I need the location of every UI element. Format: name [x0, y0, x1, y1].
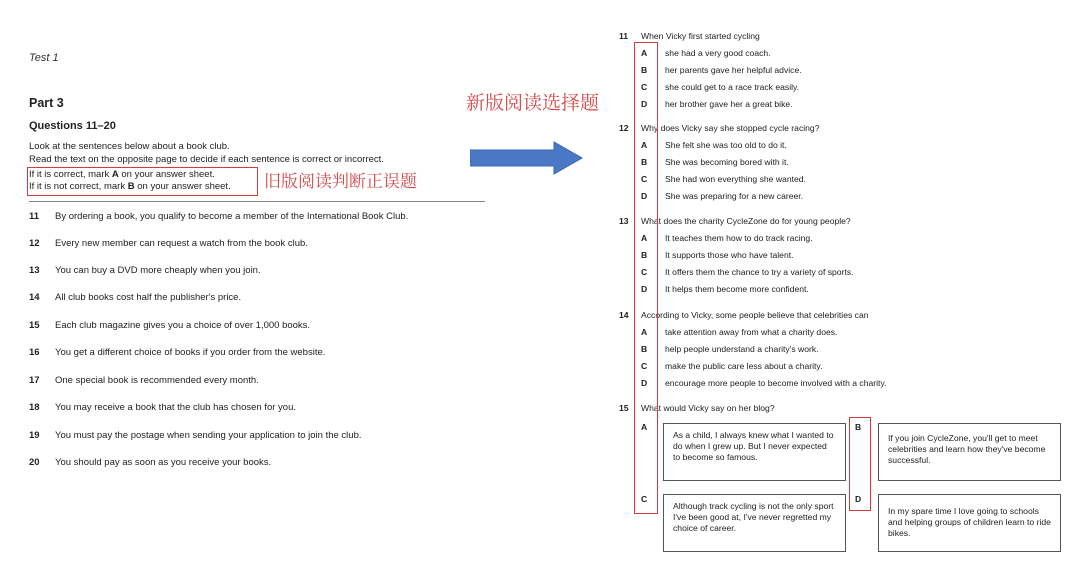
- instruction-line: Read the text on the opposite page to decide if each sentence is correct or incorrect.: [29, 154, 384, 165]
- questions-title: Questions 11–20: [29, 120, 116, 132]
- option-text: her parents gave her helpful advice.: [665, 65, 802, 75]
- question-stem: What would Vicky say on her blog?: [641, 403, 775, 413]
- answer-card-a: As a child, I always knew what I wanted to do when I grew up. But I never expected to become so famous.: [663, 423, 846, 481]
- incorrect-rule: If it is not correct, mark B on your answer sheet.: [29, 181, 231, 192]
- option-text: It supports those who have talent.: [665, 250, 794, 260]
- list-item: 17 One special book is recommended every month.: [29, 375, 259, 386]
- question-stem: What does the charity CycleZone do for young people?: [641, 216, 851, 226]
- new-format-label: 新版阅读选择题: [466, 92, 600, 114]
- question-number: 13: [619, 216, 629, 226]
- option-letter: D: [641, 284, 648, 294]
- option-letter: C: [641, 267, 648, 277]
- option-text: She was becoming bored with it.: [665, 157, 789, 167]
- list-item: 16 You get a different choice of books if you order from the website.: [29, 347, 326, 358]
- correct-rule: If it is correct, mark A on your answer sheet.: [29, 169, 215, 180]
- option-letter: A: [641, 327, 648, 337]
- option-letter: C: [641, 174, 648, 184]
- answer-card-d: In my spare time I love going to schools and helping groups of children learn to ride bikes.: [878, 494, 1061, 552]
- option-letter: D: [855, 494, 862, 504]
- instruction-line: Look at the sentences below about a book club.: [29, 141, 230, 152]
- option-letter: D: [641, 191, 648, 201]
- option-letter: A: [641, 140, 648, 150]
- option-text: she could get to a race track easily.: [665, 82, 800, 92]
- list-item: 20 You should pay as soon as you receive your books.: [29, 457, 272, 468]
- option-letter: B: [641, 65, 648, 75]
- answer-card-c: Although track cycling is not the only sport I've been good at, I've never regretted my choice of career.: [663, 494, 846, 552]
- list-item: 19 You must pay the postage when sending your application to join the club.: [29, 430, 362, 441]
- option-letter: C: [641, 82, 648, 92]
- option-text: her brother gave her a great bike.: [665, 99, 793, 109]
- option-letter: C: [641, 361, 648, 371]
- option-text: She had won everything she wanted.: [665, 174, 806, 184]
- option-letter: A: [641, 233, 648, 243]
- new-format-highlight-box-cards: [849, 417, 871, 511]
- option-letter: B: [855, 422, 862, 432]
- option-letter: A: [641, 48, 648, 58]
- divider: [29, 201, 485, 202]
- old-format-label: 旧版阅读判断正误题: [264, 172, 417, 192]
- question-stem: When Vicky first started cycling: [641, 31, 760, 41]
- option-letter: C: [641, 494, 648, 504]
- option-text: take attention away from what a charity does.: [665, 327, 838, 337]
- option-letter: B: [641, 250, 648, 260]
- new-format-highlight-box: [634, 42, 658, 514]
- list-item: 13 You can buy a DVD more cheaply when you join.: [29, 265, 261, 276]
- question-stem: Why does Vicky say she stopped cycle racing?: [641, 123, 820, 133]
- option-text: encourage more people to become involved with a charity.: [665, 378, 887, 388]
- option-text: It helps them become more confident.: [665, 284, 809, 294]
- question-number: 12: [619, 123, 629, 133]
- answer-card-b: If you join CycleZone, you'll get to meet celebrities and learn how they've become successful.: [878, 423, 1061, 481]
- list-item: 12 Every new member can request a watch from the book club.: [29, 238, 308, 249]
- option-text: It offers them the chance to try a variety of sports.: [665, 267, 854, 277]
- option-letter: D: [641, 99, 648, 109]
- option-text: she had a very good coach.: [665, 48, 771, 58]
- option-letter: A: [641, 422, 648, 432]
- option-text: She was preparing for a new career.: [665, 191, 804, 201]
- list-item: 11 By ordering a book, you qualify to become a member of the International Book Club.: [29, 211, 409, 222]
- arrow-right-icon: [470, 140, 590, 176]
- list-item: 18 You may receive a book that the club has chosen for you.: [29, 402, 296, 413]
- option-text: make the public care less about a charity.: [665, 361, 823, 371]
- question-stem: According to Vicky, some people believe that celebrities can: [641, 310, 869, 320]
- list-item: 14 All club books cost half the publisher's price.: [29, 292, 242, 303]
- list-item: 15 Each club magazine gives you a choice of over 1,000 books.: [29, 320, 311, 331]
- option-text: It teaches them how to do track racing.: [665, 233, 813, 243]
- option-letter: B: [641, 344, 648, 354]
- option-letter: B: [641, 157, 648, 167]
- option-letter: D: [641, 378, 648, 388]
- question-number: 14: [619, 310, 629, 320]
- test-label: Test 1: [29, 52, 59, 64]
- option-text: help people understand a charity's work.: [665, 344, 819, 354]
- option-text: She felt she was too old to do it.: [665, 140, 787, 150]
- part-title: Part 3: [29, 96, 64, 110]
- question-number: 15: [619, 403, 629, 413]
- question-number: 11: [619, 31, 629, 41]
